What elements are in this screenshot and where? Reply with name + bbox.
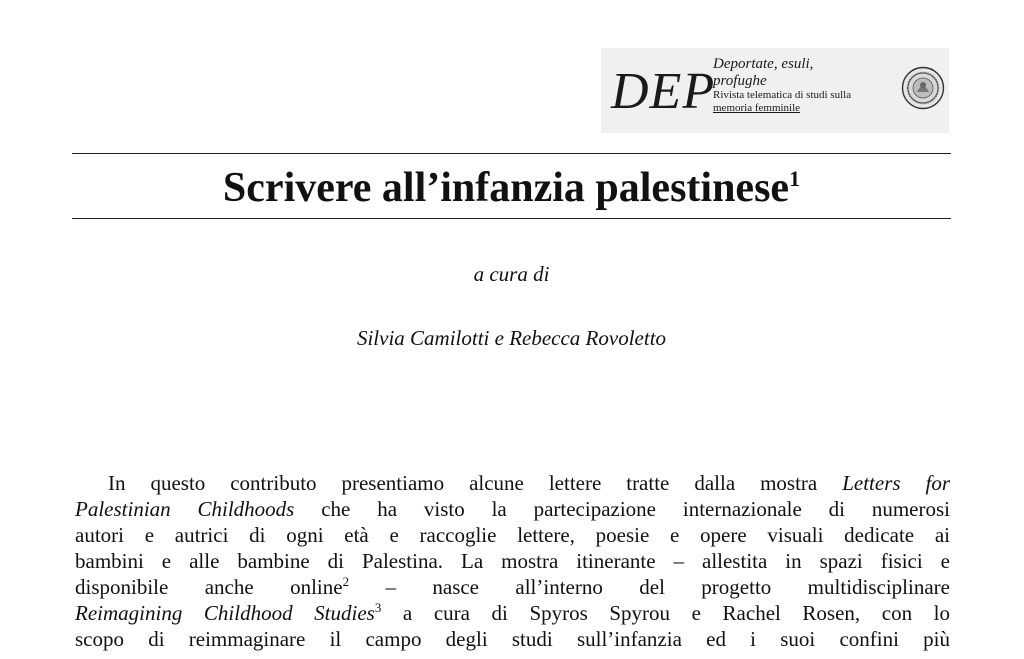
title-top-rule (72, 153, 951, 154)
body-text-segment: a cura di Spyros Spyrou e Rachel Rosen, con lo (381, 601, 950, 625)
logo-line-4: memoria femminile (713, 102, 801, 114)
logo-acronym: DEP (611, 63, 716, 120)
title-bottom-rule (72, 218, 951, 219)
logo-line-1: Deportate, esuli, (713, 56, 814, 72)
university-seal-icon (901, 66, 945, 110)
body-text-segment: In questo contributo presentiamo alcune lettere tratte dalla mostra (108, 471, 843, 495)
footnote-marker[interactable]: 2 (342, 574, 350, 589)
body-text-segment: disponibile anche online (75, 575, 343, 599)
body-text-segment: che ha visto la partecipazione internazionale di numerosi (294, 497, 950, 521)
logo-text (713, 56, 893, 114)
body-paragraph (75, 470, 950, 652)
body-line: autori e autrici di ogni età e raccoglie lettere, poesie e opere visuali dedicate ai (75, 523, 950, 547)
curated-by-label: a cura di (473, 262, 550, 286)
italic-title-segment: Letters for (842, 471, 950, 495)
logo-line-3: Rivista telematica di studi sulla (713, 89, 852, 101)
body-line (75, 600, 950, 626)
body-line (75, 470, 950, 496)
body-line: bambini e alle bambine di Palestina. La mostra itinerante – allestita in spazi fisici e (75, 549, 950, 573)
article-title (72, 160, 951, 216)
footnote-marker[interactable]: 3 (374, 600, 382, 615)
italic-title-segment: Reimagining Childhood Studies (75, 601, 375, 625)
body-line (75, 496, 950, 522)
journal-logo (601, 48, 949, 133)
body-line (75, 574, 950, 600)
italic-title-segment: Palestinian Childhoods (75, 497, 295, 521)
body-line: scopo di reimmaginare il campo degli studi sull’infanzia ed i suoi confini più (75, 627, 950, 651)
logo-line-2: profughe (713, 73, 767, 89)
title-footnote-marker[interactable]: 1 (789, 166, 801, 191)
article-title-text: Scrivere all’infanzia palestinese (222, 165, 790, 211)
authors: Silvia Camilotti e Rebecca Rovoletto (356, 326, 667, 350)
body-text-segment: – nasce all’interno del progetto multidisciplinare (349, 575, 950, 599)
